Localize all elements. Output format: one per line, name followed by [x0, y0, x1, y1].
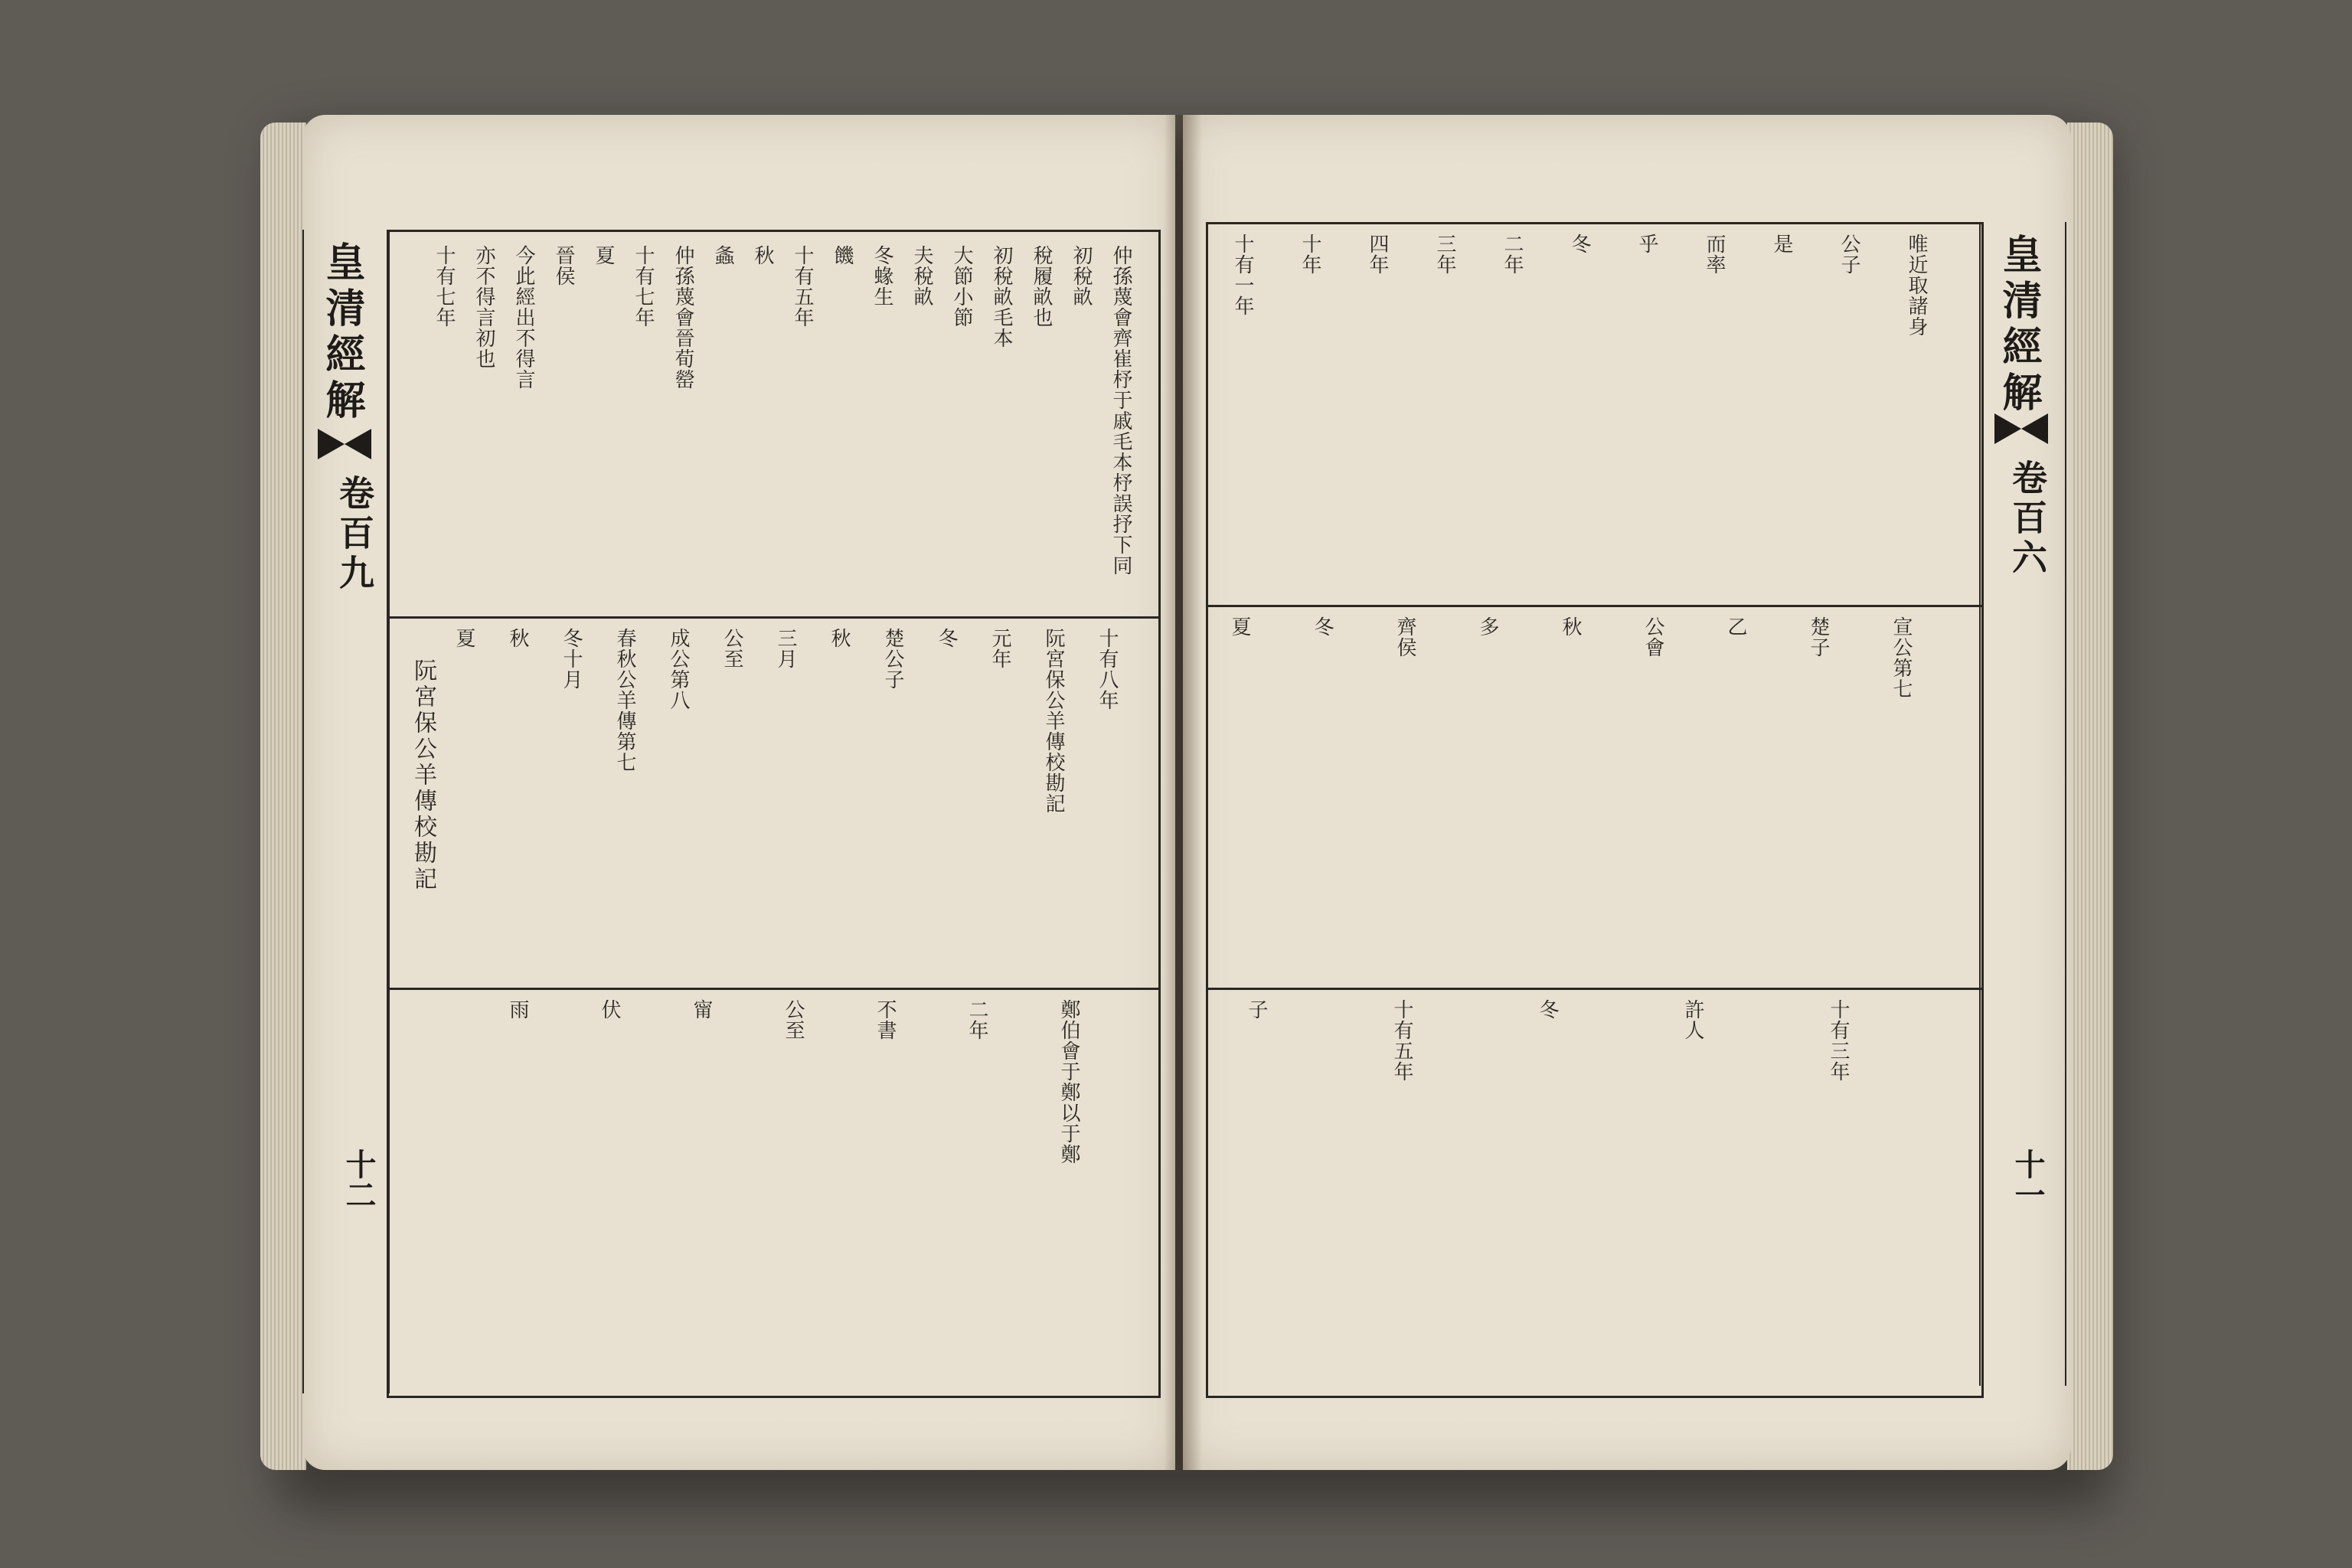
right-page-text-frame	[1206, 222, 1984, 1398]
text-column: 仲孫蔑會齊崔杼于戚毛本杼誤抒下同	[1109, 245, 1132, 576]
text-column: 鄭伯會于鄭以于鄭	[1057, 999, 1080, 1165]
text-column: 唯近取諸身	[1905, 234, 1928, 337]
left-page-edges	[260, 122, 306, 1470]
text-column: 初稅畝毛本	[990, 245, 1013, 348]
book-gutter	[1164, 115, 1202, 1470]
text-column: 春秋公羊傳第七	[613, 628, 636, 773]
text-column: 許人	[1681, 999, 1704, 1040]
text-column: 秋	[828, 628, 851, 648]
text-column: 螽	[711, 245, 734, 266]
text-column: 公會	[1642, 616, 1664, 658]
text-column: 大節小節	[950, 245, 973, 328]
fish-tail-mark-icon	[318, 429, 371, 459]
text-column: 十年	[1298, 234, 1321, 275]
left-page-section-rule-2	[387, 988, 1158, 990]
text-column: 而率	[1703, 234, 1726, 275]
text-column: 乙	[1724, 616, 1747, 637]
text-column: 十有五年	[1390, 999, 1413, 1082]
left-volume-label: 卷百九	[334, 475, 375, 594]
text-column: 是	[1770, 234, 1793, 254]
text-column: 乎	[1635, 234, 1658, 254]
text-column: 公至	[782, 999, 805, 1040]
text-column: 多	[1476, 616, 1499, 637]
right-page-section-rule-1	[1206, 605, 1981, 607]
text-column: 十有七年	[632, 245, 655, 328]
text-column: 齊侯	[1393, 616, 1416, 658]
text-column: 伏	[598, 999, 621, 1020]
text-column: 子	[1245, 999, 1268, 1020]
text-column: 楚公子	[881, 628, 904, 690]
left-running-head: 阮宮保公羊傳校勘記	[410, 658, 436, 893]
text-column: 三年	[1433, 234, 1456, 275]
text-column: 不書	[874, 999, 897, 1040]
text-column: 晉侯	[552, 245, 575, 286]
text-column: 仲孫蔑會晉荀罃	[671, 245, 694, 390]
text-column: 冬	[1311, 616, 1334, 637]
text-column: 夏	[1228, 616, 1251, 637]
text-column: 元年	[988, 628, 1011, 669]
text-column: 十有八年	[1096, 628, 1119, 710]
text-column: 夏	[592, 245, 615, 266]
text-column: 十有三年	[1827, 999, 1850, 1082]
left-page-section-rule-1	[387, 616, 1158, 619]
text-column: 冬十月	[560, 628, 583, 690]
fish-tail-mark-icon	[1994, 413, 2048, 444]
right-spine-title: 皇清經解	[1995, 234, 2042, 417]
right-folio-number: 十一	[2010, 1148, 2046, 1210]
text-column: 三月	[774, 628, 797, 669]
text-column: 稅履畝也	[1030, 245, 1053, 328]
text-column: 饑	[831, 245, 854, 266]
text-column: 冬	[1568, 234, 1591, 254]
text-column: 今此經出不得言	[512, 245, 535, 390]
right-page-section-rule-2	[1206, 988, 1981, 990]
text-column: 秋	[751, 245, 774, 266]
text-column: 初稅畝	[1070, 245, 1093, 307]
text-column: 十有一年	[1231, 234, 1254, 316]
text-column: 楚子	[1807, 616, 1830, 658]
left-folio-number: 十二	[341, 1148, 377, 1210]
text-column: 公至	[720, 628, 743, 669]
left-page-text-frame	[387, 230, 1161, 1398]
text-column: 秋	[1559, 616, 1582, 637]
text-column: 十有七年	[433, 245, 456, 328]
text-column: 冬	[935, 628, 958, 648]
text-column: 宣公第七	[1890, 616, 1913, 699]
text-column: 夏	[452, 628, 475, 648]
text-column: 亦不得言初也	[472, 245, 495, 369]
text-column: 公子	[1838, 234, 1860, 275]
text-column: 十有五年	[791, 245, 814, 328]
text-column: 二年	[1501, 234, 1524, 275]
right-page-edges	[2067, 122, 2113, 1470]
text-column: 冬	[1536, 999, 1559, 1020]
text-column: 二年	[965, 999, 988, 1040]
text-column: 成公第八	[667, 628, 690, 710]
left-spine-title: 皇清經解	[318, 241, 365, 425]
text-column: 秋	[506, 628, 529, 648]
text-column: 雨	[506, 999, 529, 1020]
text-column: 夫稅畝	[910, 245, 933, 307]
right-volume-label: 卷百六	[2007, 459, 2048, 579]
text-column: 阮宮保公羊傳校勘記	[1042, 628, 1065, 814]
text-column: 冬蝝生	[871, 245, 893, 307]
text-column: 四年	[1366, 234, 1389, 275]
text-column: 甯	[690, 999, 713, 1020]
